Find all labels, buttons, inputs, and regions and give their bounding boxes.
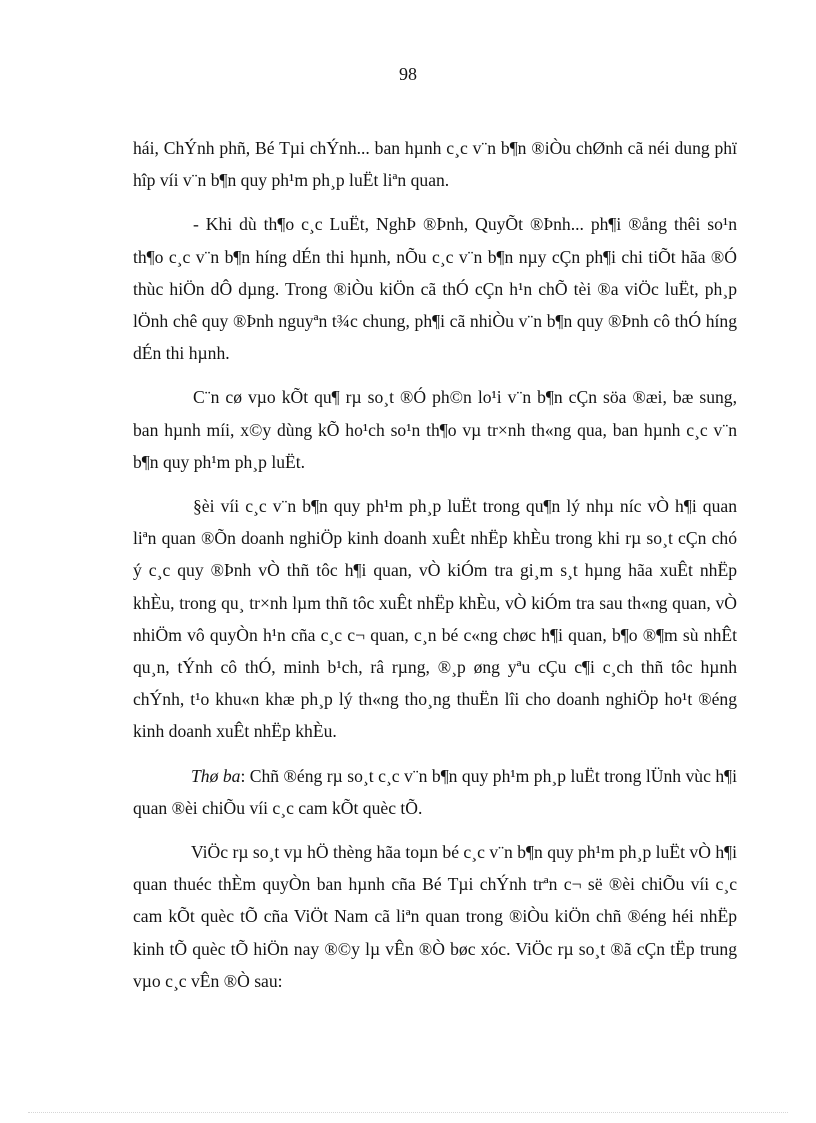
- paragraph-5-text: : Chñ ®éng rµ so¸t c¸c v¨n b¶n quy ph¹m ph¸p luËt trong lÜnh vùc h¶i quan ®èi chiÕu víi c¸c cam kÕt quèc tÕ.: [133, 765, 738, 818]
- paragraph-5: [133, 760, 737, 824]
- bottom-divider: [28, 1112, 788, 1113]
- body-text: [133, 132, 737, 997]
- section-label: Thø ba: [191, 765, 241, 786]
- paragraph-3: C¨n cø vµo kÕt qu¶ rµ so¸t ®Ó ph©n lo¹i v¨n b¶n cÇn söa ®æi, bæ sung, ban hµnh míi, x©y dùng kÕ ho¹ch so¹n th¶o vµ tr×nh th«ng qua, ban hµnh c¸c v¨n b¶n quy ph¹m ph¸p luËt.: [133, 387, 737, 472]
- paragraph-4: §èi víi c¸c v¨n b¶n quy ph¹m ph¸p luËt trong qu¶n lý nhµ níc vÒ h¶i quan liªn quan ®Õn doanh nghiÖp kinh doanh xuÊt nhËp khÈu trong khi rµ so¸t cÇn chó ý c¸c quy ®Þnh vÒ thñ tôc h¶i quan, vÒ kiÓm tra gi¸m s¸t hµng hãa xuÊt nhËp khÈu, trong qu¸ tr×nh lµm thñ tôc xuÊt nhËp khÈu, vÒ kiÓm tra sau th«ng quan, vÒ nhiÖm vô quyÒn h¹n cña c¸c c¬ quan, c¸n bé c«ng chøc h¶i quan, b¶o ®¶m sù nhÊt qu¸n, tÝnh cô thÓ, minh b¹ch, râ rµng, ®¸p øng yªu cÇu c¶i c¸ch thñ tôc hµnh chÝnh, t¹o khu«n khæ ph¸p lý th«ng tho¸ng thuËn lîi cho doanh nghiÖp ho¹t ®éng kinh doanh xuÊt nhËp khÈu.: [133, 496, 737, 742]
- paragraph-6: ViÖc rµ so¸t vµ hÖ thèng hãa toµn bé c¸c v¨n b¶n quy ph¹m ph¸p luËt vÒ h¶i quan thuéc thÈm quyÒn ban hµnh cña Bé Tµi chÝnh trªn c¬ së ®èi chiÕu víi c¸c cam kÕt quèc tÕ cña ViÖt Nam cã liªn quan trong ®iÒu kiÖn chñ ®éng héi nhËp kinh tÕ quèc tÕ hiÖn nay ®©y lµ vÊn ®Ò bøc xóc. ViÖc rµ so¸t ®ã cÇn tËp trung vµo c¸c vÊn ®Ò sau:: [133, 842, 737, 991]
- paragraph-2: - Khi dù th¶o c¸c LuËt, NghÞ ®Þnh, QuyÕt ®Þnh... ph¶i ®ång thêi so¹n th¶o c¸c v¨n b¶n híng dÉn thi hµnh, nÕu c¸c v¨n b¶n nµy cÇn ph¶i chi tiÕt hãa ®Ó thùc hiÖn dÔ dµng. Trong ®iÒu kiÖn cã thÓ cÇn h¹n chÕ tèi ®a viÖc luËt, ph¸p lÖnh chê quy ®Þnh nguyªn t¾c chung, ph¶i cã nhiÒu v¨n b¶n quy ®Þnh cô thÓ híng dÉn thi hµnh.: [133, 214, 737, 364]
- page-number: 98: [399, 64, 417, 84]
- paragraph-1: hái, ChÝnh phñ, Bé Tµi chÝnh... ban hµnh c¸c v¨n b¶n ®iÒu chØnh cã néi dung phï hîp víi v¨n b¶n quy ph¹m ph¸p luËt liªn quan.: [133, 138, 737, 191]
